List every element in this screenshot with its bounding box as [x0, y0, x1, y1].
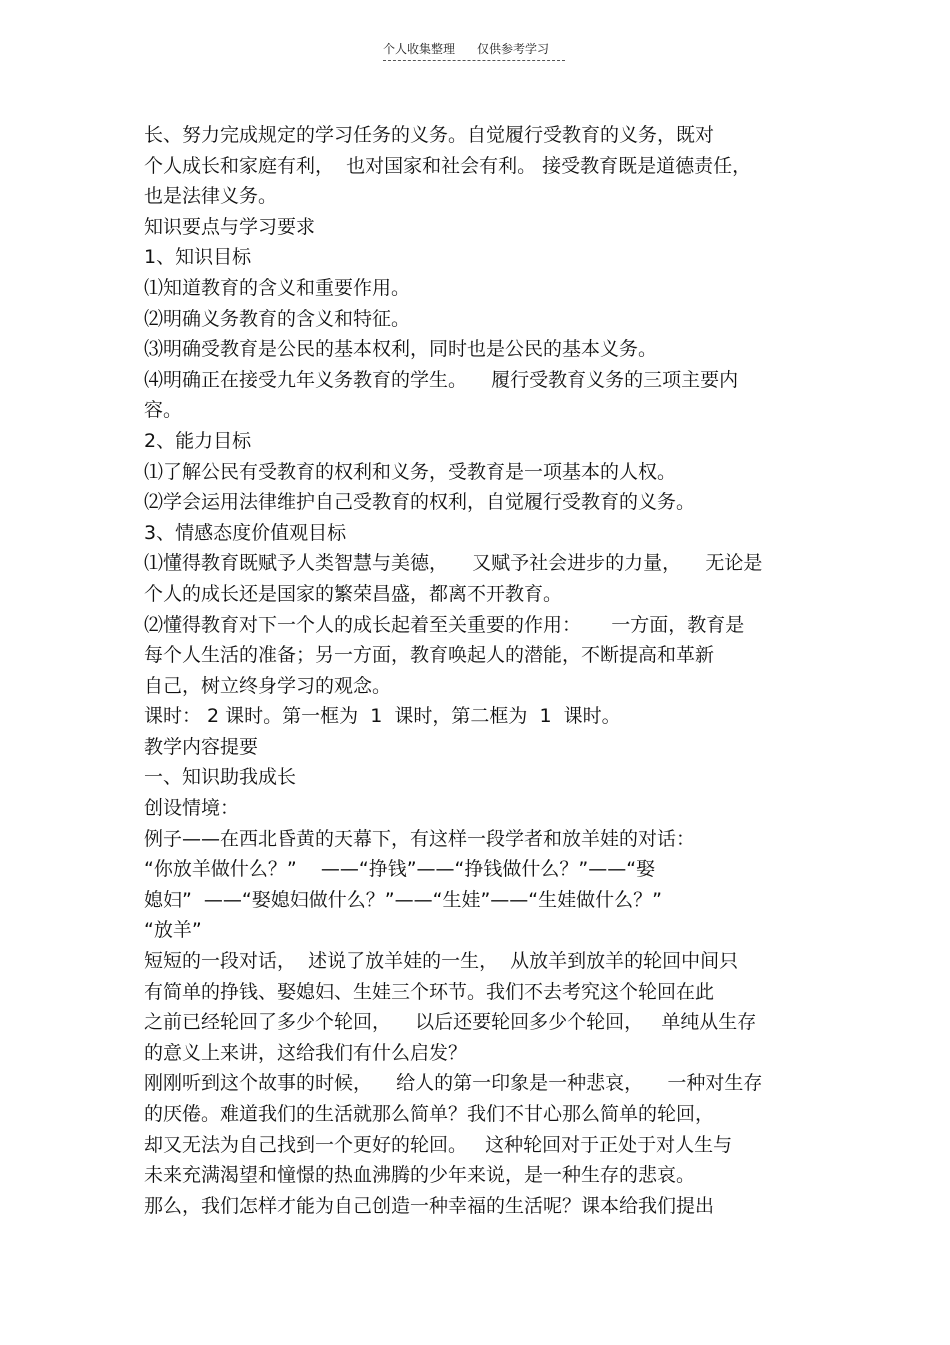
- text-line: 知识要点与学习要求: [144, 215, 316, 238]
- text-line: ⑵懂得教育对下一个人的成长起着至关重要的作用： 一方面，教育是: [144, 613, 745, 636]
- text-line: 创设情境：: [144, 797, 240, 820]
- text-line: 每个人生活的准备；另一方面，教育唤起人的潜能，不断提高和革新: [144, 644, 715, 667]
- text-line: 课时： 2 课时。第一框为 1 课时，第二框为 1 课时。: [144, 705, 621, 728]
- text-line: ⑶明确受教育是公民的基本权利，同时也是公民的基本义务。: [144, 338, 658, 361]
- text-line: ⑵明确义务教育的含义和特征。: [144, 307, 411, 330]
- text-line: 的意义上来讲，这给我们有什么启发？: [144, 1041, 468, 1064]
- text-line: ⑴懂得教育既赋予人类智慧与美德， 又赋予社会进步的力量， 无论是: [144, 552, 763, 575]
- text-line: 刚刚听到这个故事的时候， 给人的第一印象是一种悲哀， 一种对生存: [144, 1072, 763, 1095]
- text-line: 2、能力目标: [144, 429, 252, 452]
- text-line: 却又无法为自己找到一个更好的轮回。 这种轮回对于正处于对人生与: [144, 1133, 733, 1156]
- text-line: 媳妇” ——“娶媳妇做什么？”——“生娃”——“生娃做什么？”: [144, 888, 662, 911]
- text-line: ⑵学会运用法律维护自己受教育的权利，自觉履行受教育的义务。: [144, 491, 696, 514]
- text-line: 例子——在西北昏黄的天幕下，有这样一段学者和放羊娃的对话：: [144, 827, 696, 850]
- text-line: 自己，树立终身学习的观念。: [144, 674, 392, 697]
- text-line: 之前已经轮回了多少个轮回， 以后还要轮回多少个轮回， 单纯从生存: [144, 1011, 757, 1034]
- text-line: 1、知识目标: [144, 246, 252, 269]
- text-line: 那么，我们怎样才能为自己创造一种幸福的生活呢？课本给我们提出: [144, 1194, 715, 1217]
- text-line: 容。: [144, 399, 183, 422]
- text-line: ⑷明确正在接受九年义务教育的学生。 履行受教育义务的三项主要内: [144, 368, 739, 391]
- text-line: ⑴知道教育的含义和重要作用。: [144, 276, 411, 299]
- header-right-text: 仅供参考学习: [477, 42, 550, 56]
- text-line: “你放羊做什么？” ——“挣钱”——“挣钱做什么？”——“娶: [144, 858, 656, 881]
- text-line: 也是法律义务。: [144, 185, 278, 208]
- text-line: “放羊”: [144, 919, 202, 942]
- text-line: 个人成长和家庭有利， 也对国家和社会有利。 接受教育既是道德责任，: [144, 154, 752, 177]
- text-line: 长、努力完成规定的学习任务的义务。自觉履行受教育的义务，既对: [144, 124, 715, 146]
- page-header: [383, 38, 565, 61]
- text-line: 3、情感态度价值观目标: [144, 521, 347, 544]
- text-line: 的厌倦。难道我们的生活就那么简单？我们不甘心那么简单的轮回，: [144, 1103, 715, 1125]
- header-left-text: 个人收集整理: [383, 42, 456, 56]
- text-line: 个人的成长还是国家的繁荣昌盛，都离不开教育。: [144, 582, 563, 605]
- text-line: 有简单的挣钱、娶媳妇、生娃三个环节。我们不去考究这个轮回在此: [144, 980, 715, 1003]
- document-body: [144, 120, 824, 1221]
- text-line: 短短的一段对话， 述说了放羊娃的一生， 从放羊到放羊的轮回中间只: [144, 950, 739, 973]
- text-line: ⑴了解公民有受教育的权利和义务，受教育是一项基本的人权。: [144, 460, 677, 483]
- text-line: 教学内容提要: [144, 735, 259, 758]
- text-line: 一、知识助我成长: [144, 766, 297, 789]
- text-line: 未来充满渴望和憧憬的热血沸腾的少年来说，是一种生存的悲哀。: [144, 1164, 696, 1187]
